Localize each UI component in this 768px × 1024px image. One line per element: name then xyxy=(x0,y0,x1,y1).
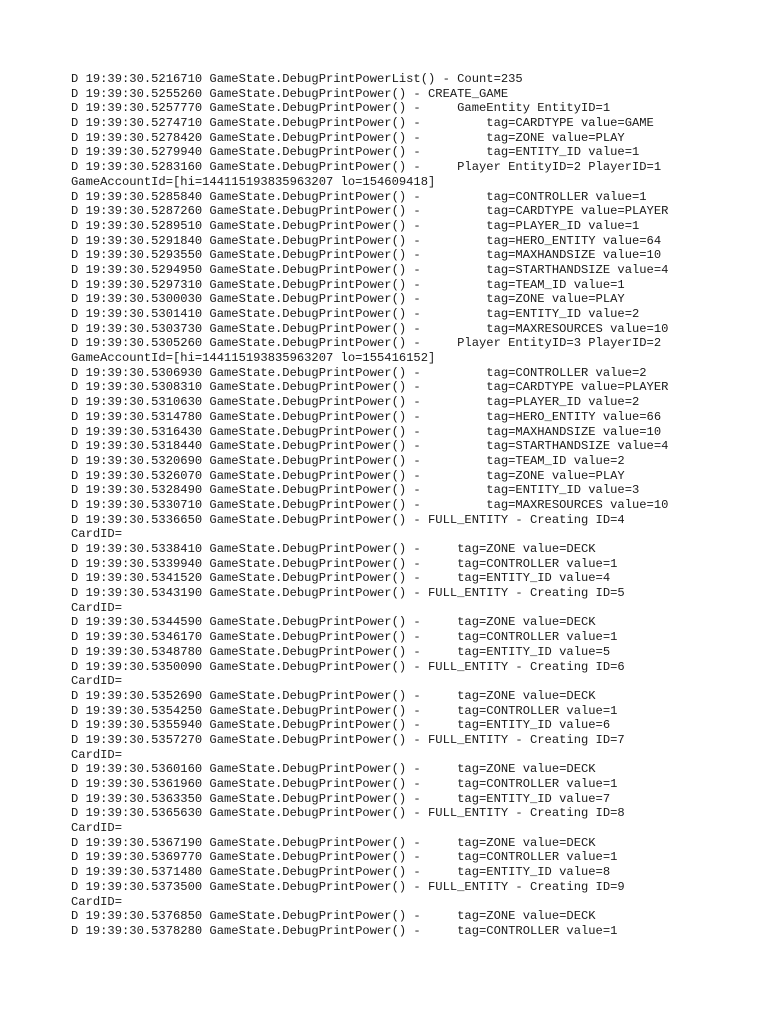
log-line: GameAccountId=[hi=144115193835963207 lo=154609418] xyxy=(71,174,436,189)
log-line: CardID= xyxy=(71,747,122,762)
log-line: D 19:39:30.5257770 GameState.DebugPrintPower() - GameEntity EntityID=1 xyxy=(71,101,611,116)
log-line: D 19:39:30.5297310 GameState.DebugPrintPower() - tag=TEAM_ID value=1 xyxy=(71,277,625,292)
log-line: D 19:39:30.5301410 GameState.DebugPrintPower() - tag=ENTITY_ID value=2 xyxy=(71,307,640,321)
log-line: D 19:39:30.5279940 GameState.DebugPrintPower() - tag=ENTITY_ID value=1 xyxy=(71,145,640,160)
log-line: D 19:39:30.5354250 GameState.DebugPrintPower() - tag=CONTROLLER value=1 xyxy=(71,703,618,718)
log-line: D 19:39:30.5336650 GameState.DebugPrintPower() - FULL_ENTITY - Creating ID=4 xyxy=(71,512,625,527)
log-line: D 19:39:30.5293550 GameState.DebugPrintPower() - tag=MAXHANDSIZE value=10 xyxy=(71,248,662,263)
log-line: D 19:39:30.5326070 GameState.DebugPrintPower() - tag=ZONE value=PLAY xyxy=(71,468,625,483)
log-line: D 19:39:30.5365630 GameState.DebugPrintPower() - FULL_ENTITY - Creating ID=8 xyxy=(71,806,625,821)
log-line: D 19:39:30.5341520 GameState.DebugPrintPower() - tag=ENTITY_ID value=4 xyxy=(71,571,611,586)
log-line: CardID= xyxy=(71,894,122,909)
log-line: D 19:39:30.5216710 GameState.DebugPrintPowerList() - Count=235 xyxy=(71,72,523,86)
log-line: D 19:39:30.5308310 GameState.DebugPrintPower() - tag=CARDTYPE value=PLAYER xyxy=(71,380,669,395)
log-line: D 19:39:30.5283160 GameState.DebugPrintPower() - Player EntityID=2 PlayerID=1 xyxy=(71,160,662,175)
log-line: D 19:39:30.5367190 GameState.DebugPrintPower() - tag=ZONE value=DECK xyxy=(71,835,596,850)
log-line: D 19:39:30.5338410 GameState.DebugPrintPower() - tag=ZONE value=DECK xyxy=(71,542,596,556)
log-line: D 19:39:30.5346170 GameState.DebugPrintPower() - tag=CONTROLLER value=1 xyxy=(71,630,618,645)
log-line: D 19:39:30.5348780 GameState.DebugPrintPower() - tag=ENTITY_ID value=5 xyxy=(71,644,611,659)
log-line: D 19:39:30.5305260 GameState.DebugPrintPower() - Player EntityID=3 PlayerID=2 xyxy=(71,336,662,351)
log-output xyxy=(71,72,668,939)
log-line: D 19:39:30.5350090 GameState.DebugPrintPower() - FULL_ENTITY - Creating ID=6 xyxy=(71,659,625,674)
log-line: D 19:39:30.5373500 GameState.DebugPrintPower() - FULL_ENTITY - Creating ID=9 xyxy=(71,879,625,894)
log-line: D 19:39:30.5289510 GameState.DebugPrintPower() - tag=PLAYER_ID value=1 xyxy=(71,218,640,233)
log-line: GameAccountId=[hi=144115193835963207 lo=155416152] xyxy=(71,351,436,366)
log-line: D 19:39:30.5291840 GameState.DebugPrintPower() - tag=HERO_ENTITY value=64 xyxy=(71,233,662,248)
log-line: D 19:39:30.5360160 GameState.DebugPrintPower() - tag=ZONE value=DECK xyxy=(71,762,596,777)
log-line: D 19:39:30.5339940 GameState.DebugPrintPower() - tag=CONTROLLER value=1 xyxy=(71,556,618,571)
log-line: D 19:39:30.5344590 GameState.DebugPrintPower() - tag=ZONE value=DECK xyxy=(71,615,596,630)
log-line: D 19:39:30.5285840 GameState.DebugPrintPower() - tag=CONTROLLER value=1 xyxy=(71,189,647,204)
log-line: D 19:39:30.5255260 GameState.DebugPrintPower() - CREATE_GAME xyxy=(71,86,509,101)
log-line: CardID= xyxy=(71,674,122,689)
log-line: D 19:39:30.5355940 GameState.DebugPrintPower() - tag=ENTITY_ID value=6 xyxy=(71,718,611,733)
log-line: D 19:39:30.5357270 GameState.DebugPrintPower() - FULL_ENTITY - Creating ID=7 xyxy=(71,732,625,747)
log-line: D 19:39:30.5303730 GameState.DebugPrintPower() - tag=MAXRESOURCES value=10 xyxy=(71,321,669,336)
log-line: D 19:39:30.5310630 GameState.DebugPrintPower() - tag=PLAYER_ID value=2 xyxy=(71,395,640,410)
log-line: D 19:39:30.5320690 GameState.DebugPrintPower() - tag=TEAM_ID value=2 xyxy=(71,453,625,468)
log-line: D 19:39:30.5300030 GameState.DebugPrintPower() - tag=ZONE value=PLAY xyxy=(71,292,625,307)
log-line: D 19:39:30.5328490 GameState.DebugPrintPower() - tag=ENTITY_ID value=3 xyxy=(71,483,640,498)
log-line: D 19:39:30.5278420 GameState.DebugPrintPower() - tag=ZONE value=PLAY xyxy=(71,130,625,145)
log-line: CardID= xyxy=(71,600,122,615)
log-line: D 19:39:30.5274710 GameState.DebugPrintPower() - tag=CARDTYPE value=GAME xyxy=(71,116,654,131)
log-line: D 19:39:30.5287260 GameState.DebugPrintPower() - tag=CARDTYPE value=PLAYER xyxy=(71,204,669,219)
log-line: D 19:39:30.5330710 GameState.DebugPrintPower() - tag=MAXRESOURCES value=10 xyxy=(71,497,669,512)
log-line: D 19:39:30.5361960 GameState.DebugPrintPower() - tag=CONTROLLER value=1 xyxy=(71,777,618,791)
log-line: D 19:39:30.5343190 GameState.DebugPrintPower() - FULL_ENTITY - Creating ID=5 xyxy=(71,586,625,601)
log-line: D 19:39:30.5371480 GameState.DebugPrintPower() - tag=ENTITY_ID value=8 xyxy=(71,865,611,880)
log-line: D 19:39:30.5314780 GameState.DebugPrintPower() - tag=HERO_ENTITY value=66 xyxy=(71,409,662,424)
log-line: D 19:39:30.5306930 GameState.DebugPrintPower() - tag=CONTROLLER value=2 xyxy=(71,365,647,380)
log-line: D 19:39:30.5369770 GameState.DebugPrintPower() - tag=CONTROLLER value=1 xyxy=(71,850,618,865)
log-line: D 19:39:30.5316430 GameState.DebugPrintPower() - tag=MAXHANDSIZE value=10 xyxy=(71,424,662,439)
log-line: D 19:39:30.5352690 GameState.DebugPrintPower() - tag=ZONE value=DECK xyxy=(71,688,596,703)
log-line: D 19:39:30.5378280 GameState.DebugPrintPower() - tag=CONTROLLER value=1 xyxy=(71,923,618,938)
log-line: CardID= xyxy=(71,821,122,836)
log-line: CardID= xyxy=(71,527,122,542)
log-line: D 19:39:30.5318440 GameState.DebugPrintPower() - tag=STARTHANDSIZE value=4 xyxy=(71,439,669,454)
log-line: D 19:39:30.5363350 GameState.DebugPrintPower() - tag=ENTITY_ID value=7 xyxy=(71,791,611,806)
log-line: D 19:39:30.5376850 GameState.DebugPrintPower() - tag=ZONE value=DECK xyxy=(71,909,596,924)
log-line: D 19:39:30.5294950 GameState.DebugPrintPower() - tag=STARTHANDSIZE value=4 xyxy=(71,262,669,277)
